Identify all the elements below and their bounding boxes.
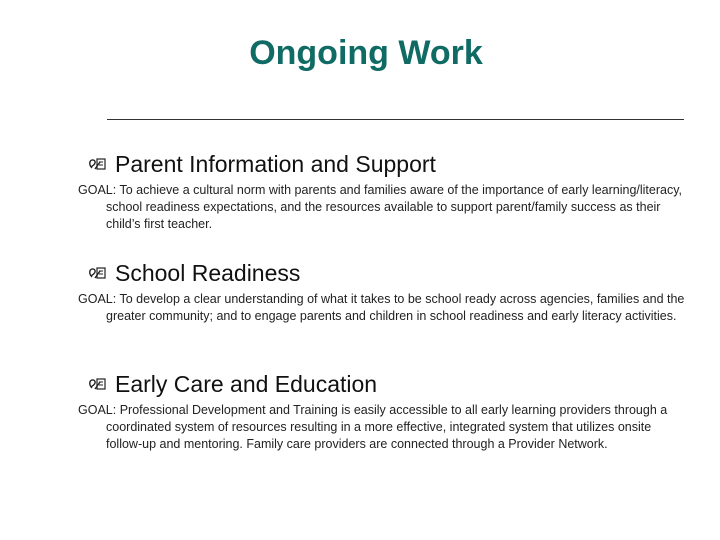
ampersand-bullet-icon	[87, 376, 107, 392]
section-heading	[78, 149, 688, 179]
ampersand-bullet-icon	[87, 156, 107, 172]
goal-text: : Professional Development and Training is easily accessible to all early learning providers through a coordinated system of resources resulting in a more effective, integrated system that utilizes onsite follow-up and mentoring. Family care providers are connected through a Provider Network.	[106, 403, 668, 451]
section-goal	[78, 291, 688, 325]
section-heading	[78, 369, 688, 399]
title-divider	[107, 119, 684, 120]
section-school-readiness	[78, 258, 688, 325]
section-early-care-education	[78, 369, 688, 453]
section-heading-text: Parent Information and Support	[115, 150, 436, 177]
goal-text: : To develop a clear understanding of what it takes to be school ready across agencies, families and the greater community; and to engage parents and children in school readiness and early literacy activities.	[106, 292, 685, 323]
section-parent-information	[78, 149, 688, 233]
ampersand-bullet-icon	[87, 265, 107, 281]
goal-label: GOAL	[78, 403, 113, 417]
section-goal	[78, 402, 688, 453]
goal-label: GOAL	[78, 183, 113, 197]
section-goal	[78, 182, 688, 233]
section-heading-text: Early Care and Education	[115, 370, 378, 397]
section-heading	[78, 258, 688, 288]
goal-label: GOAL	[78, 292, 113, 306]
section-heading-text: School Readiness	[115, 259, 301, 286]
goal-text: : To achieve a cultural norm with parents and families aware of the importance of early learning/literacy, school readiness expectations, and the resources available to support parent/family success as their child’s first teacher.	[106, 183, 683, 231]
slide-title: Ongoing Work	[249, 34, 483, 72]
